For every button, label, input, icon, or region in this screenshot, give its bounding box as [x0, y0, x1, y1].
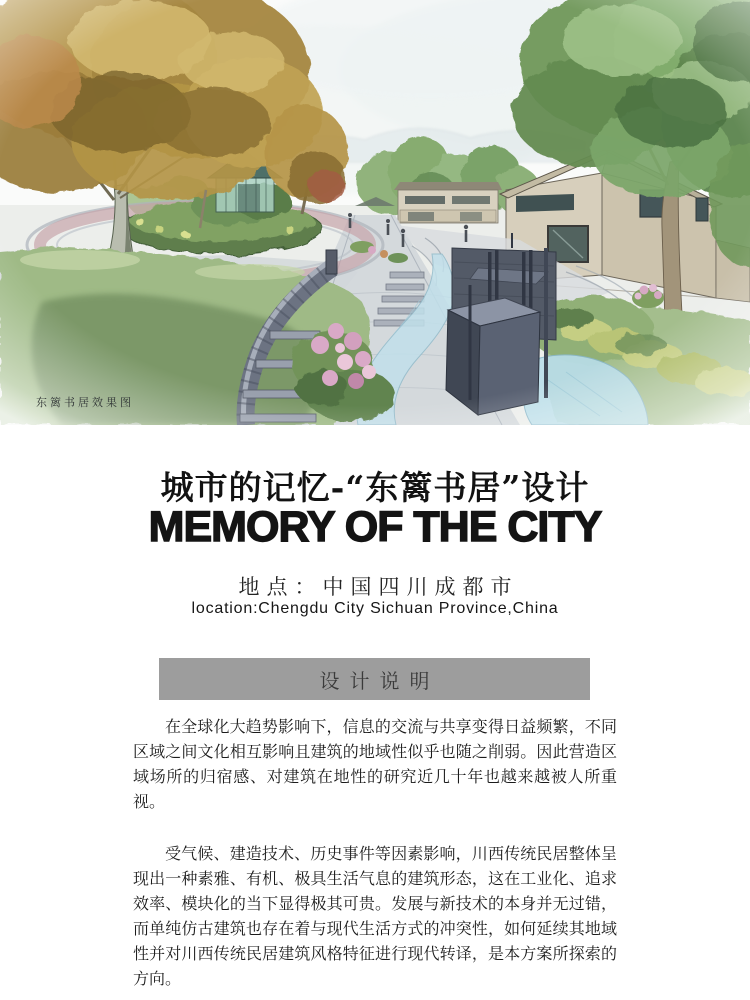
design-description [133, 714, 617, 991]
title-chinese: 城市的记忆-“东篱书居”设计 [160, 468, 590, 507]
description-paragraph-1: 在全球化大趋势影响下，信息的交流与共享变得日益频繁，不同区域之间文化相互影响且建筑的地域性似乎也随之削弱。因此营造区域场所的归宿感、对建筑在地性的研究近几十年也越来越被人所重视。 [133, 717, 617, 811]
description-paragraph-2: 受气候、建造技术、历史事件等因素影响，川西传统民居整体呈现出一种素雅、有机、极具生活气息的建筑形态，这在工业化、追求效率、模块化的当下显得极其可贵。发展与新技术的本身并无过错，而单纯仿古建筑也存在着与现代生活方式的冲突性，如何延续其地域性并对川西传统民居建筑风格特征进行现代转译，是本方案所探索的方向。 [133, 844, 617, 988]
location-english: location:Chengdu City Sichuan Province,China [191, 600, 559, 617]
title-english: MEMORY OF THE CITY [148, 503, 602, 551]
hero-caption: 东篱书居效果图 [36, 396, 134, 409]
section-heading: 设计说明 [319, 668, 440, 693]
hero-rendering [0, 0, 750, 425]
section-banner [159, 658, 590, 700]
location-chinese: 地点：中国四川成都市 [238, 575, 519, 599]
scene-illustration [0, 0, 750, 425]
vignette [0, 0, 750, 425]
